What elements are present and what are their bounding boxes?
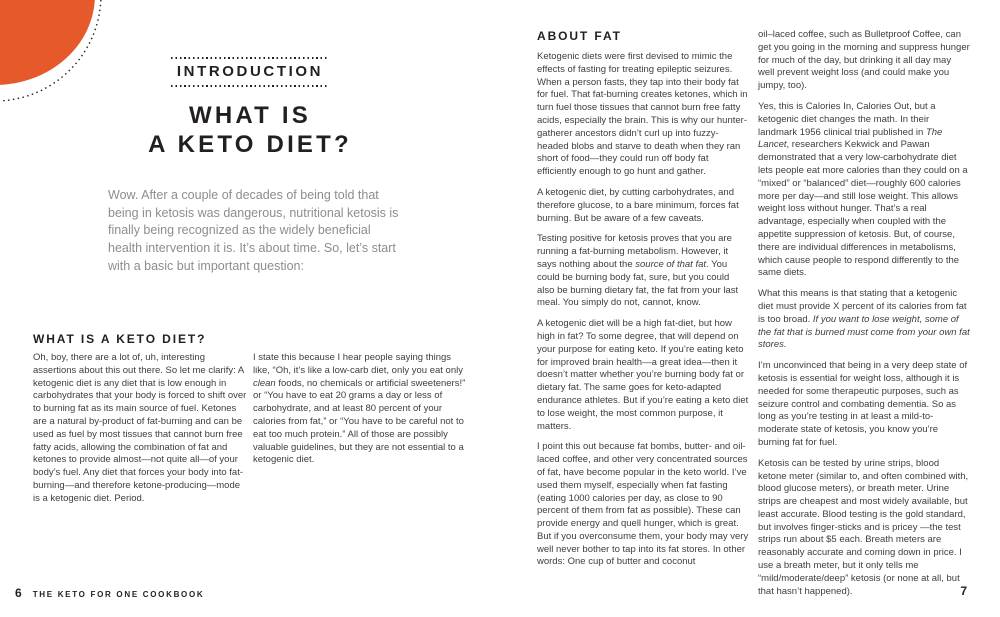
paragraph [758, 288, 970, 352]
chapter-kicker-label: INTRODUCTION [176, 63, 324, 80]
paragraph [537, 233, 749, 310]
paragraph [758, 458, 970, 599]
page-right [500, 0, 1000, 617]
paragraph [758, 101, 970, 280]
text-run: Testing positive for ketosis proves that you are running a fat-burning metabolism. However, it says nothing about the [537, 233, 732, 270]
left-page-column-1 [33, 352, 247, 514]
left-page-column-2 [253, 352, 467, 475]
text-run: Oh, boy, there are a lot of, uh, interesting assertions about this out there. So let me clarify: A ketogenic diet is any diet that is low enough in carbohydrates that your body is forced to shift over to burning fat as its main source of fuel. Ketones are a natural by-product of fat-burning and can be used as fuel by most tissues that cannot burn free fatty acids, allowing the combination of fat and ketones to provide almost—not quite all—of your body’s fuel. Any diet that forces your body into fat-burning—and therefore ketone-producing—mode is a ketogenic diet. Period. [33, 352, 247, 504]
italic-run: source of that fat [635, 258, 707, 270]
paragraph [253, 352, 467, 467]
chapter-title-line2: A KETO DIET? [148, 131, 352, 158]
right-page-column-1 [537, 51, 749, 577]
text-run: A ketogenic diet, by cutting carbohydrates, and therefore glucose, to a bare minimum, forces fat burning. But be aware of a few caveats. [537, 186, 739, 224]
italic-run: clean [253, 377, 276, 389]
page-number-right: 7 [960, 584, 967, 598]
text-run: , researchers Kekwick and Pawan demonstrated that a very low-carbohydrate diet lets people eat more calories than they could on a “mixed” or “balanced” diet—roughly 600 calories more per day—and still lose weight. This allows weight loss without hunger. That’s a real advantage, especially when coupled with the appetite suppression of ketosis. But, of course, there are individual differences in metabolisms, which cause people to respond differently to the same diets. [758, 139, 968, 279]
text-run: foods, no chemicals or artificial sweeteners!” or “You have to eat 20 grams a day or less of carbohydrate, and at least 80 percent of your calories from fat,” or “You have to be careful not to eat too much protein.” All of those are possibly valuable guidelines, but they are not essential to a ketogenic diet. [253, 377, 466, 466]
section-heading-about-fat: ABOUT FAT [537, 29, 622, 43]
right-page-column-2 [758, 29, 970, 606]
text-run: I state this because I hear people saying things like, “Oh, it’s like a low-carb diet, only you eat only [253, 352, 463, 376]
text-run: Ketosis can be tested by urine strips, blood ketone meter (similar to, and often combined with, blood glucose meters), or breath meter. Urine strips are cheapest and most widely available, but least accurate. Blood testing is the gold standard, but involves finger-sticks and is pricey —the test strips run about $5 each. Breath meters are reasonably accurate and coming down in price. I use a breath meter, but it only tells me “mild/moderate/deep” ketosis (or none at all, but that hasn’t happened). [758, 457, 969, 597]
text-run: A ketogenic diet will be a high fat-diet, but how high in fat? To some degree, that will depend on your purpose for eating keto. If you’re eating keto for improved brain health—a great idea—then it doesn’t matter whether you’re burning body fat or dietary fat. The same goes for keto-adapted endurance athletes. But if you’re eating a keto diet to lose weight, the most common purpose, it matters. [537, 318, 749, 432]
text-run: Yes, this is Calories In, Calories Out, but a ketogenic diet changes the math. In their landmark 1956 clinical trial published in [758, 100, 936, 138]
dotted-rule-bottom [171, 85, 329, 87]
chapter-title [0, 101, 500, 159]
paragraph [537, 51, 749, 179]
text-run: Ketogenic diets were first devised to mimic the effects of fasting for treating epileptic seizures. When a person fasts, they tap into their body fat for fuel. That fat-burning creates ketones, which in turn fuel those tissues that cannot burn free fatty acids, especially the brain. This is why our hunter-gatherer ancestors didn’t curl up into fuzzy-headed blobs and starve to death when they ran short of food—they could run off body fat efficiently enough to go hunt and gather. [537, 51, 748, 178]
page-number-left: 6 [15, 586, 22, 600]
right-page-footer [960, 582, 967, 600]
paragraph [758, 29, 970, 93]
text-run: What this means is that stating that a ketogenic diet must provide X percent of its calories from fat is too broad. [758, 288, 967, 325]
left-page-footer [15, 586, 204, 600]
section-heading-what-is-a-keto-diet: WHAT IS A KETO DIET? [33, 332, 207, 346]
paragraph [537, 441, 749, 569]
chapter-lede: Wow. After a couple of decades of being told that being in ketosis was dangerous, nutritional ketosis is finally being recognized as the widely beneficial health intervention it is. It’s about time. So, let’s start with a basic but important question: [108, 188, 399, 273]
chapter-kicker [0, 57, 500, 87]
italic-run: If you want to lose weight, some of the fat that is burned must come from your own fat stores. [758, 313, 970, 351]
paragraph [33, 352, 247, 506]
text-run: . You could be burning body fat, sure, but you could also be burning dietary fat, the fat from your last meal. You simply do not, cannot, know. [537, 258, 739, 309]
text-run: oil–laced coffee, such as Bulletproof Coffee, can get you going in the morning and suppress hunger for much of the day, but drinking it all day may well prevent weight loss (and could make you jumpy, too). [758, 29, 970, 92]
text-run: I’m unconvinced that being in a very deep state of ketosis is essential for weight loss, although it is needed for some therapeutic purposes, such as seizure control and combating dementia. So as long as you’re testing in at least a mild-to-moderate state of ketosis, you know you’re burning fat for fuel. [758, 360, 968, 448]
paragraph [537, 187, 749, 225]
italic-run: The Lancet [758, 126, 943, 151]
text-run: I point this out because fat bombs, butter- and oil-laced coffee, and other very concentrated sources of fat, have become popular in the keto world. I’ve used them myself, especially when fat fasting (eating 1000 calories per day, as close to 90 percent of them from fat as possible). These can provide energy and quell hunger, which is great. But if you overconsume them, your body may very well never bother to tap into its fat stores. In other words: One cup of butter and coconut [537, 441, 749, 568]
chapter-title-line1: WHAT IS [189, 102, 311, 129]
book-title: THE KETO FOR ONE COOKBOOK [32, 590, 205, 599]
paragraph [537, 318, 749, 433]
paragraph [758, 360, 970, 450]
